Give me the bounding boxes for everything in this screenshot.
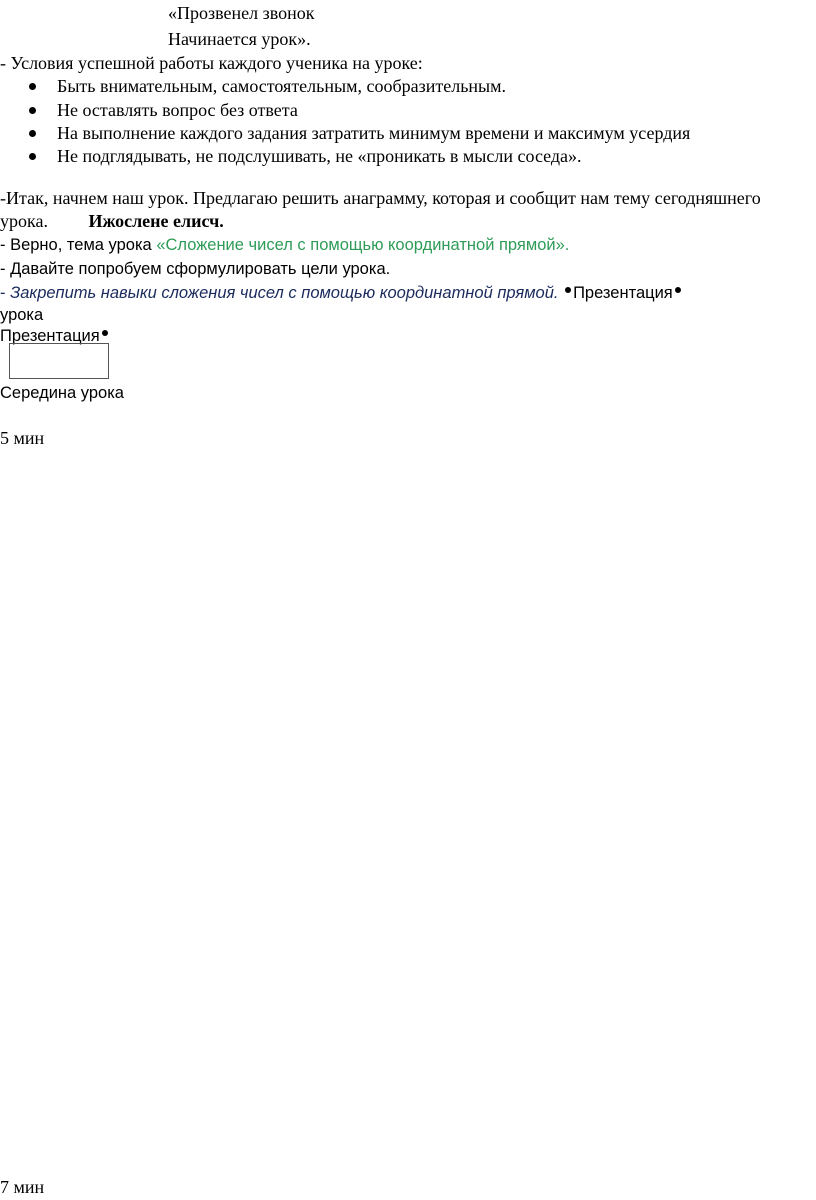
goal-line (0, 282, 683, 304)
bullet-icon (29, 130, 36, 137)
list-item-text: Быть внимательным, самостоятельным, сообразительным. (57, 76, 507, 96)
goals-prompt: - Давайте попробуем сформулировать цели урока. (0, 260, 391, 278)
list-item (0, 145, 800, 167)
topic-title: «Сложение чисел с помощью координатной прямой». (156, 236, 570, 254)
topic-prefix: - Верно, тема урока (0, 236, 152, 254)
bullet-icon (29, 83, 36, 90)
goal-presentation: Презентация (573, 284, 673, 302)
presentation-label: Презентация (0, 327, 100, 345)
goal-dash: - (0, 284, 6, 302)
bullet-icon (29, 107, 36, 114)
bullet-icon (102, 330, 108, 336)
anagram-line-2 (0, 210, 224, 232)
bullet-icon (29, 153, 36, 160)
list-item-text: Не подглядывать, не подслушивать, не «проникать в мысли соседа». (57, 146, 582, 166)
lesson-word: урока (0, 306, 44, 324)
anagram-line-2-prefix: урока. (0, 211, 48, 231)
time-7-min: 7 мин (0, 1177, 45, 1197)
poem-line-2: Начинается урок». (168, 29, 311, 49)
empty-frame (9, 343, 109, 379)
poem-line-1: «Прозвенел звонок (168, 3, 315, 23)
list-item-text: Не оставлять вопрос без ответа (57, 100, 298, 120)
list-item (0, 75, 800, 97)
bullet-icon (565, 287, 571, 293)
middle-of-lesson: Середина урока (0, 384, 124, 402)
time-5-min: 5 мин (0, 428, 45, 448)
list-item (0, 122, 800, 144)
topic-line (0, 234, 569, 256)
goal-text: Закрепить навыки сложения чисел с помощью координатной прямой. (10, 284, 559, 302)
list-item-text: На выполнение каждого задания затратить минимум времени и максимум усердия (57, 123, 691, 143)
anagram-word: Ижослене елисч. (88, 211, 224, 231)
conditions-heading: - Условия успешной работы каждого ученика на уроке: (0, 53, 423, 73)
anagram-line-1: -Итак, начнем наш урок. Предлагаю решить анаграмму, которая и сообщит нам тему сегодняшнего (0, 188, 761, 208)
list-item (0, 99, 800, 121)
bullet-icon (675, 287, 681, 293)
